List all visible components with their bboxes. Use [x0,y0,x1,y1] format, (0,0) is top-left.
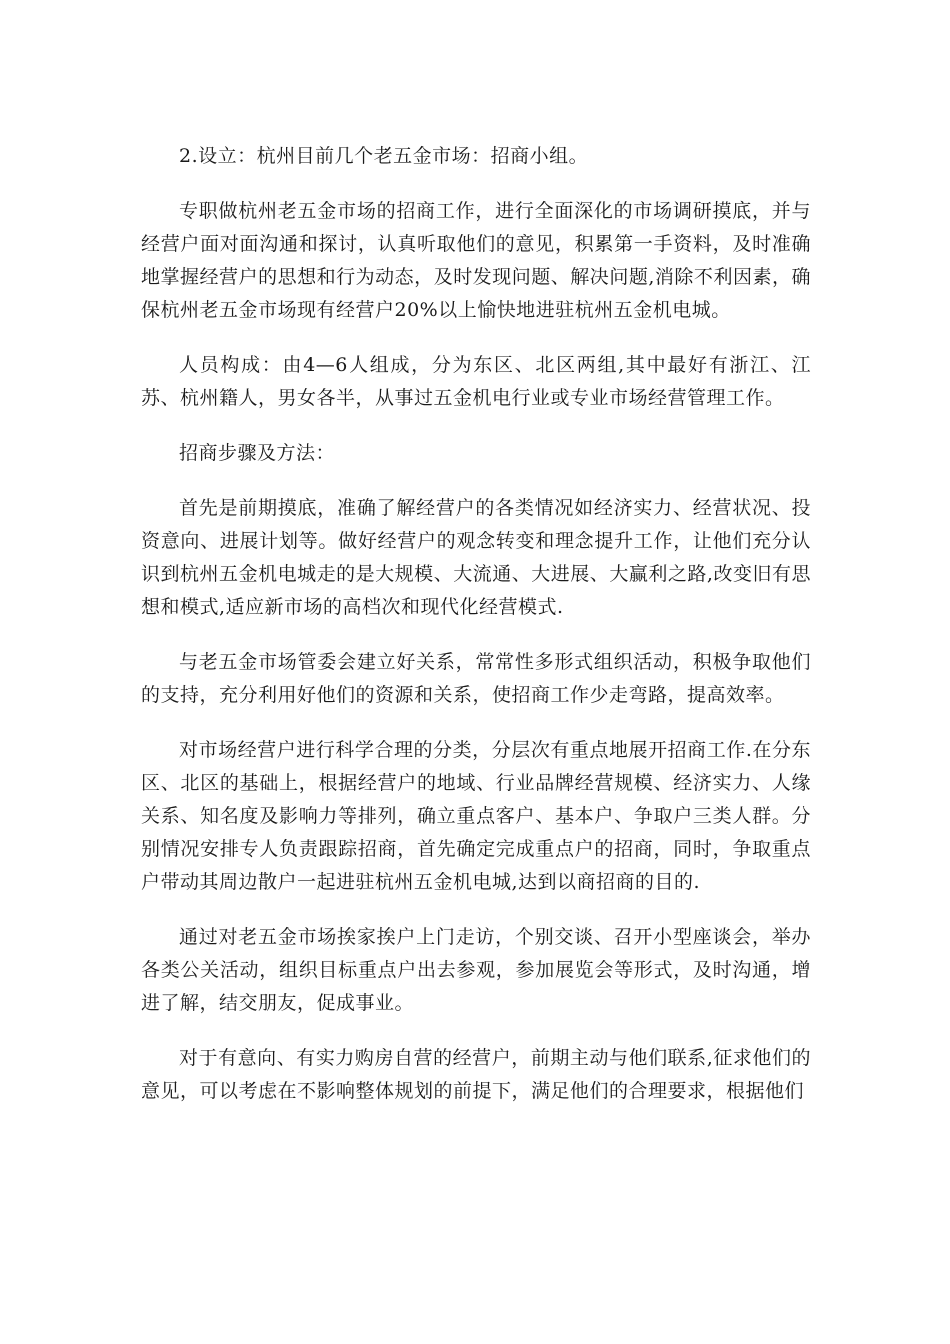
paragraph-setup-heading: 2.设立：杭州目前几个老五金市场：招商小组。 [179,145,589,167]
paragraph-survey: 首先是前期摸底，准确了解经营户的各类情况如经济实力、经营状况、投资意向、进展计划等。做好经营户的观念转变和理念提升工作，让他们充分认识到杭州五金机电城走的是大规模、大流通、大进展、大赢利之路,改变旧有思想和模式,适应新市场的高档次和现代化经营模式. [141,497,811,618]
paragraph-buyers: 对于有意向、有实力购房自营的经营户，前期主动与他们联系,征求他们的意见，可以考虑在不影响整体规划的前提下，满足他们的合理要求，根据他们 [141,1047,811,1102]
paragraph-team-duty: 专职做杭州老五金市场的招商工作，进行全面深化的市场调研摸底，并与经营户面对面沟通和探讨，认真听取他们的意见，积累第一手资料，及时准确地掌握经营户的思想和行为动态，及时发现问题、解决问题,消除不利因素，确保杭州老五金市场现有经营户20%以上愉快地进驻杭州五金机电城。 [141,200,811,321]
paragraph-visits: 通过对老五金市场挨家挨户上门走访，个别交谈、召开小型座谈会，举办各类公关活动，组织目标重点户出去参观，参加展览会等形式，及时沟通，增进了解，结交朋友，促成事业。 [141,926,811,1014]
paragraph-classification: 对市场经营户进行科学合理的分类，分层次有重点地展开招商工作.在分东区、北区的基础上，根据经营户的地域、行业品牌经营规模、经济实力、人缘关系、知名度及影响力等排列，确立重点客户、基本户、争取户三类人群。分别情况安排专人负责跟踪招商，首先确定完成重点户的招商，同时，争取重点户带动其周边散户一起进驻杭州五金机电城,达到以商招商的目的. [141,739,811,893]
document-body [141,140,811,1130]
paragraph-committee: 与老五金市场管委会建立好关系，常常性多形式组织活动，积极争取他们的支持，充分利用好他们的资源和关系，使招商工作少走弯路，提高效率。 [141,651,811,706]
paragraph-staffing: 人员构成：由4—6人组成，分为东区、北区两组,其中最好有浙江、江苏、杭州籍人，男女各半，从事过五金机电行业或专业市场经营管理工作。 [141,354,811,409]
paragraph-steps-heading: 招商步骤及方法： [179,442,336,464]
